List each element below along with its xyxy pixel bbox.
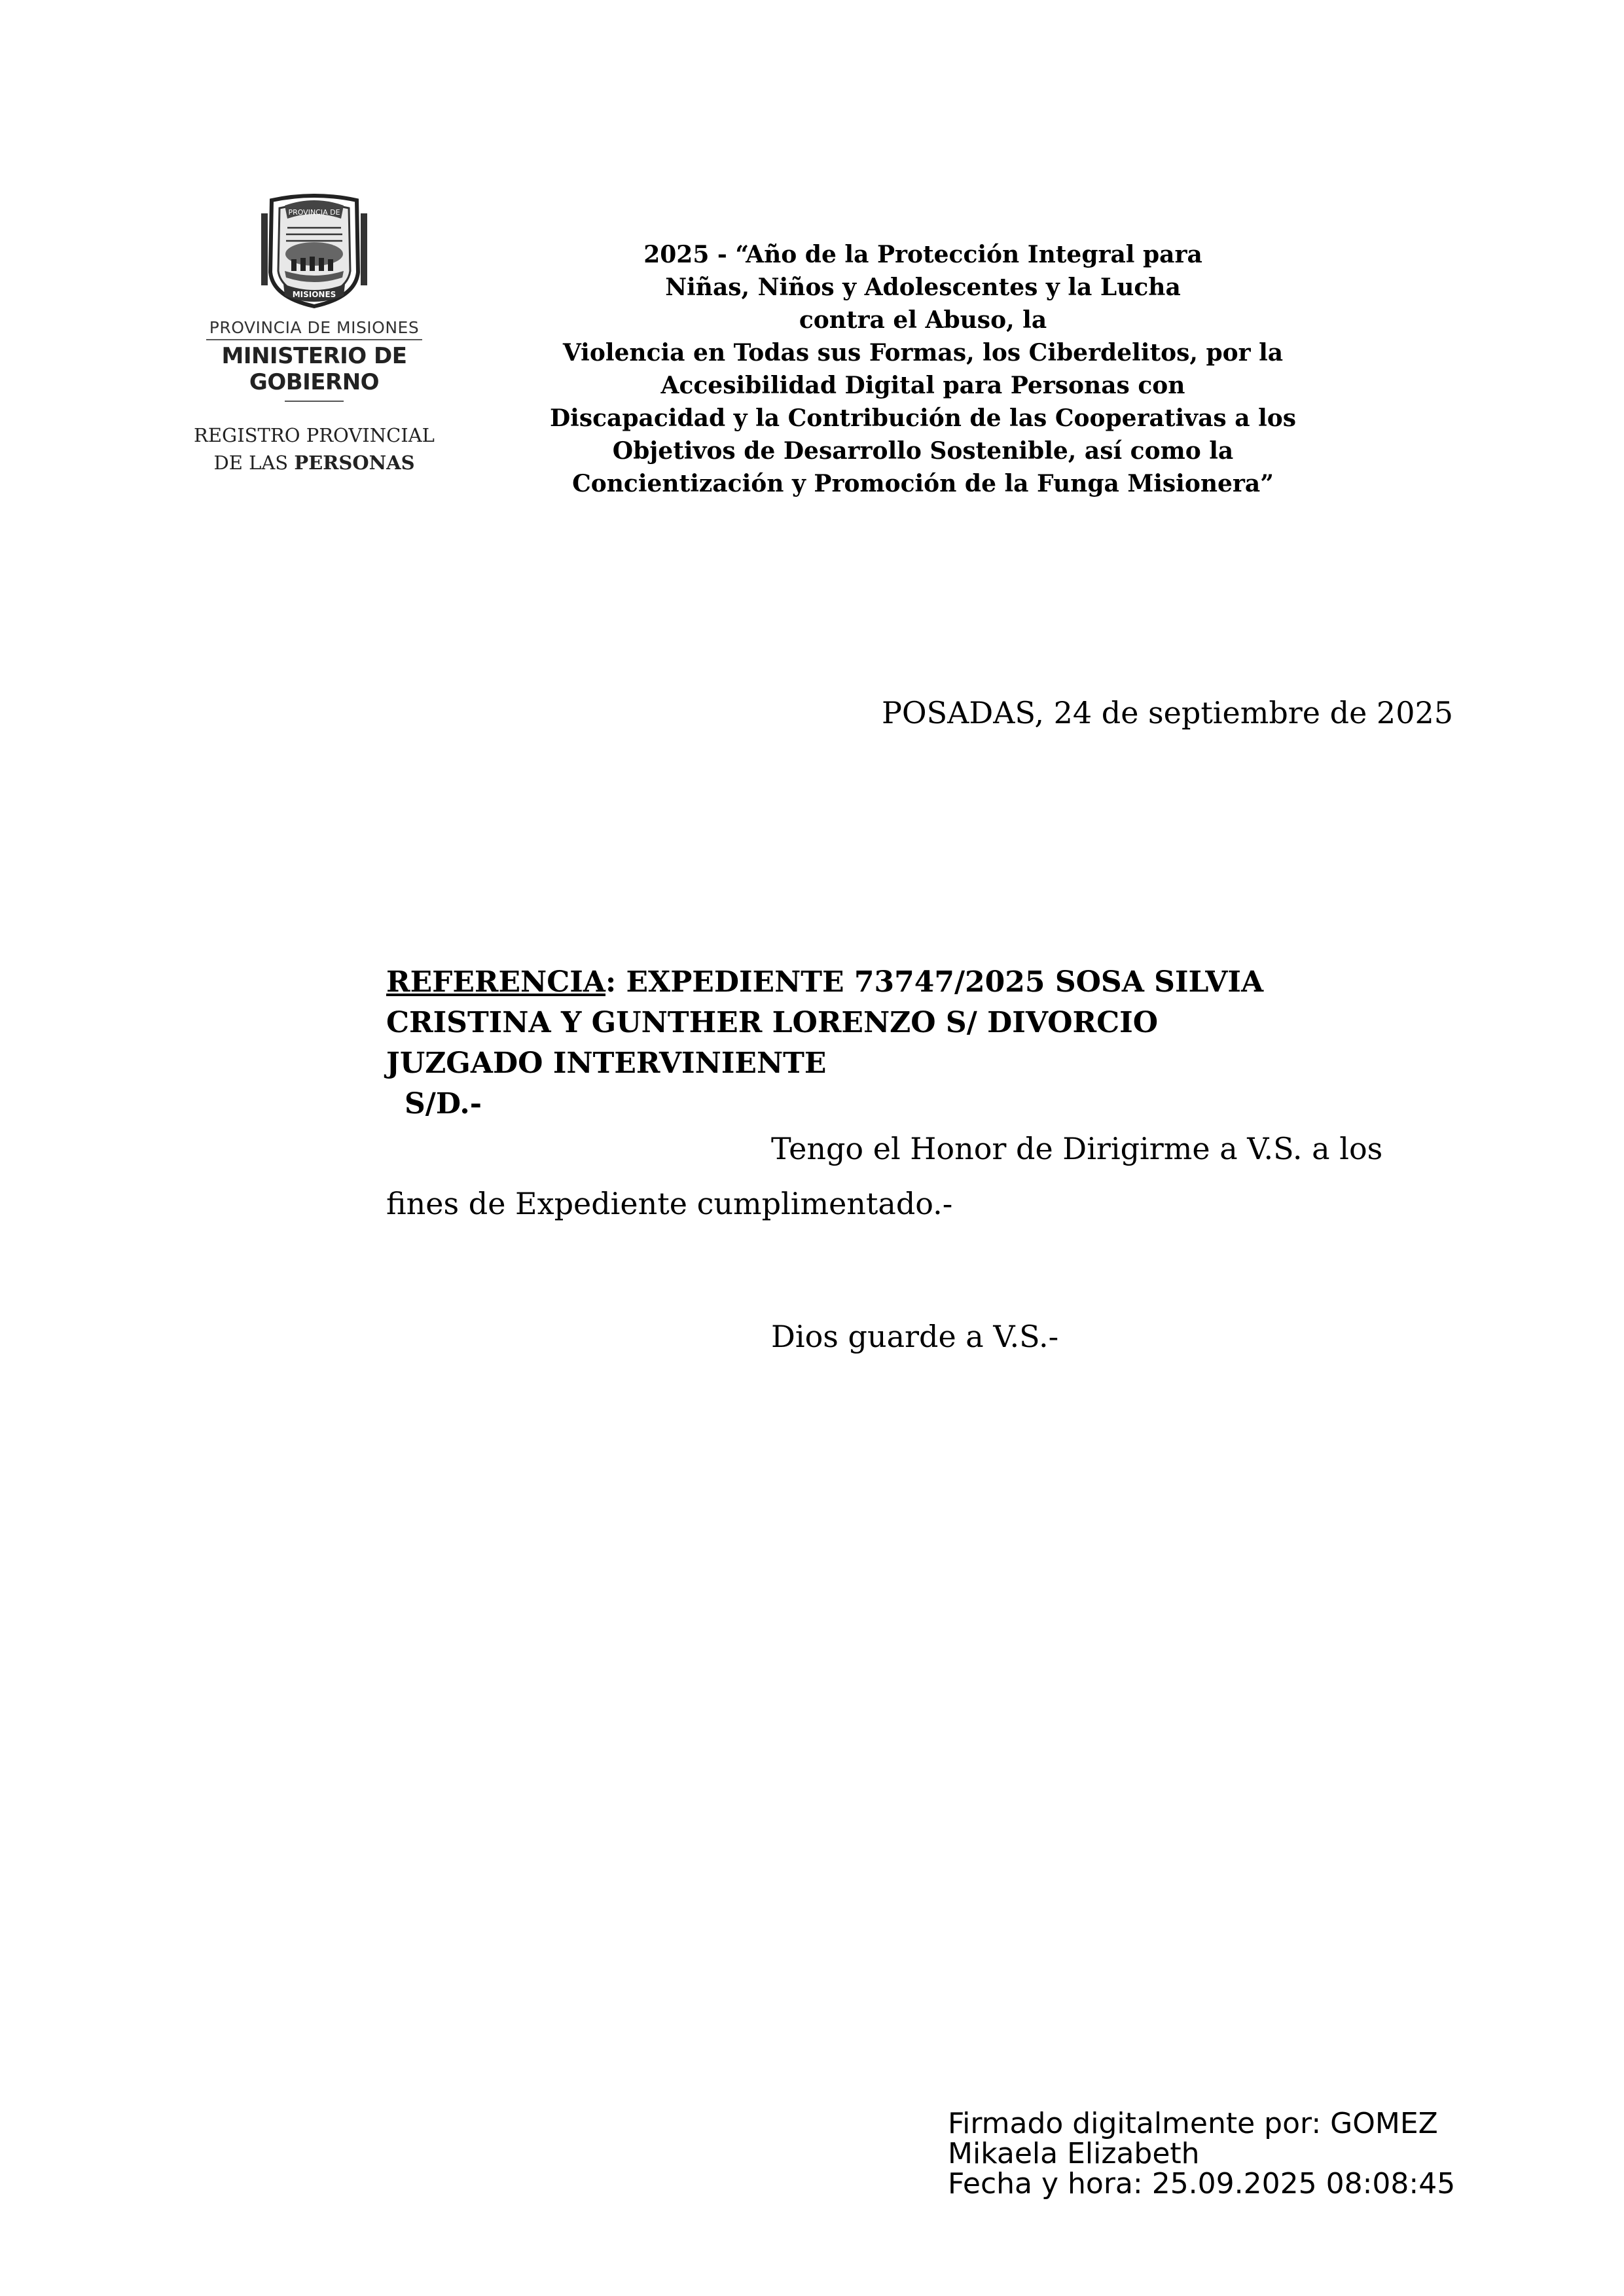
motto-line: 2025 - “Año de la Protección Integral para (643, 241, 1202, 268)
body-paragraph-line: fines de Expediente cumplimentado.- (386, 1186, 953, 1221)
digital-signature-stamp (948, 2109, 1455, 2199)
coat-of-arms-icon (245, 194, 383, 310)
registry-name-line1: REGISTRO PROVINCIAL (194, 424, 435, 446)
closing-phrase: Dios guarde a V.S.- (771, 1319, 1059, 1354)
signature-line: Fecha y hora: 25.09.2025 08:08:45 (948, 2167, 1456, 2200)
motto-line: Violencia en Todas sus Formas, los Ciberdelitos, por la (562, 339, 1284, 367)
reference-text: : EXPEDIENTE 73747/2025 SOSA SILVIA (605, 965, 1264, 999)
seal-text-bottom: MISIONES (292, 290, 336, 299)
motto-line: contra el Abuso, la (799, 306, 1047, 334)
reference-line: CRISTINA Y GUNTHER LORENZO S/ DIVORCIO (386, 1006, 1159, 1039)
province-name: PROVINCIA DE MISIONES (209, 318, 420, 337)
motto-line: Discapacidad y la Contribución de las Cooperativas a los (549, 404, 1297, 432)
motto-line: Accesibilidad Digital para Personas con (660, 372, 1185, 399)
reference-line: JUZGADO INTERVINIENTE (386, 1047, 827, 1080)
motto-line: Concientización y Promoción de la Funga Misionera” (572, 470, 1274, 497)
signature-line: Mikaela Elizabeth (948, 2137, 1200, 2170)
divider (285, 401, 344, 402)
reference-line (386, 962, 1407, 1003)
body-paragraph-line: Tengo el Honor de Dirigirme a V.S. a los (771, 1131, 1383, 1166)
recipient-sd: S/D.- (405, 1087, 482, 1121)
reference-label: REFERENCIA (386, 965, 605, 999)
signature-line: Firmado digitalmente por: GOMEZ (948, 2107, 1438, 2140)
registry-prefix: DE LAS (213, 452, 295, 474)
ministry-name: MINISTERIO DE GOBIERNO (221, 343, 407, 395)
institution-header (157, 194, 471, 474)
reference-block (386, 962, 1407, 1124)
registry-name-line2 (157, 452, 471, 474)
motto-line: Objetivos de Desarrollo Sostenible, así como la (612, 437, 1234, 465)
seal-text-top: PROVINCIA DE (288, 208, 340, 217)
divider (206, 339, 422, 340)
registry-bold: PERSONAS (294, 452, 415, 474)
year-motto (484, 238, 1362, 500)
motto-line: Niñas, Niños y Adolescentes y la Lucha (665, 274, 1181, 301)
place-and-date: POSADAS, 24 de septiembre de 2025 (881, 695, 1453, 730)
